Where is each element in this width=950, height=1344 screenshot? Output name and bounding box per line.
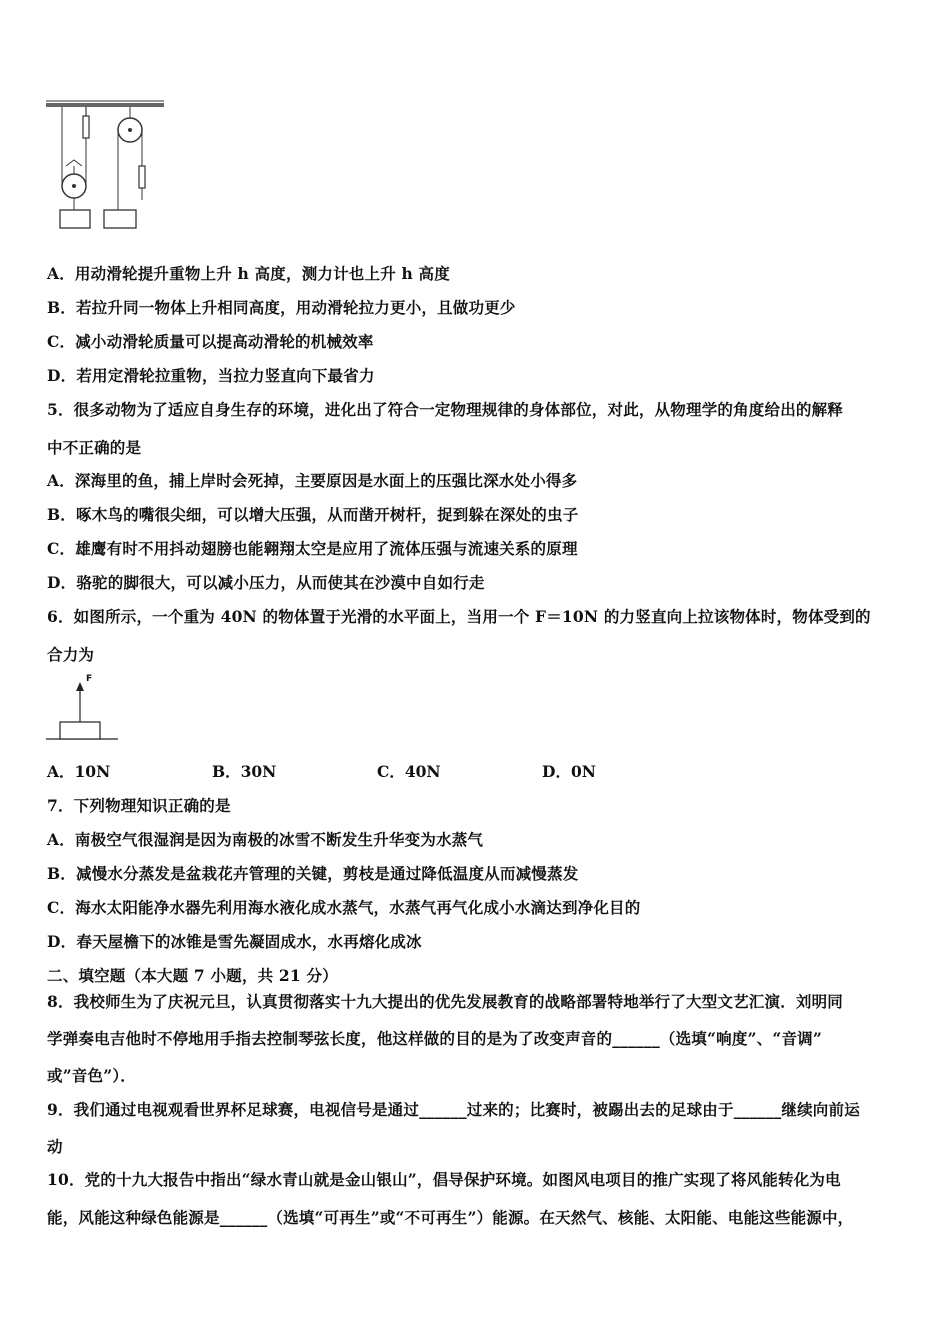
q10-line1: 10．党的十九大报告中指出“绿水青山就是金山银山”，倡导保护环境。如图风电项目的推广实现了将风能转化为电 [47, 1170, 841, 1189]
q7-option-c: C．海水太阳能净水器先利用海水液化成水蒸气，水蒸气再气化成小水滴达到净化目的 [47, 898, 641, 917]
q9-line1: 9．我们通过电视观看世界杯足球赛，电视信号是通过______过来的；比赛时，被踢出去的足球由于______继续向前运 [47, 1100, 860, 1119]
q4-option-c: C．减小动滑轮质量可以提高动滑轮的机械效率 [47, 332, 374, 351]
q5-stem-line1: 5．很多动物为了适应自身生存的环境，进化出了符合一定物理规律的身体部位，对此，从物理学的角度给出的解释 [47, 400, 843, 419]
force-figure [44, 672, 124, 744]
q5-stem-line2: 中不正确的是 [47, 438, 142, 457]
q7-option-a: A．南极空气很湿润是因为南极的冰雪不断发生升华变为水蒸气 [47, 830, 484, 849]
q7-option-b: B．减慢水分蒸发是盆栽花卉管理的关键，剪枝是通过降低温度从而减慢蒸发 [47, 864, 579, 883]
q6-option-a: A．10N [47, 762, 111, 781]
q4-option-d: D．若用定滑轮拉重物，当拉力竖直向下最省力 [47, 366, 375, 385]
section-2-title: 二、填空题（本大题 7 小题，共 21 分） [47, 966, 338, 985]
q8-line3: 或”音色”）． [47, 1066, 136, 1085]
q10-line2: 能，风能这种绿色能源是______（选填“可再生”或“不可再生”）能源。在天然气、核能、太阳能、电能这些能源中， [47, 1208, 854, 1227]
q9-line2: 动 [47, 1137, 63, 1156]
force-label: F [86, 674, 93, 684]
q4-option-b: B．若拉升同一物体上升相同高度，用动滑轮拉力更小，且做功更少 [47, 298, 516, 317]
pulley-figure [44, 98, 170, 233]
q6-option-b: B．30N [212, 762, 277, 781]
q4-option-a: A．用动滑轮提升重物上升 h 高度，测力计也上升 h 高度 [47, 264, 450, 283]
q6-stem-line1: 6．如图所示，一个重为 40N 的物体置于光滑的水平面上，当用一个 F＝10N 的力竖直向上拉该物体时，物体受到的 [47, 607, 871, 626]
q6-option-c: C．40N [377, 762, 441, 781]
q5-option-c: C．雄鹰有时不用抖动翅膀也能翱翔太空是应用了流体压强与流速关系的原理 [47, 539, 578, 558]
q6-stem-line2: 合力为 [47, 645, 95, 664]
q7-stem: 7．下列物理知识正确的是 [47, 796, 231, 815]
q8-line2: 学弹奏电吉他时不停地用手指去控制琴弦长度，他这样做的目的是为了改变声音的______（选填“响度”、“音调” [47, 1029, 822, 1048]
q6-option-d: D．0N [542, 762, 596, 781]
q8-line1: 8．我校师生为了庆祝元旦，认真贯彻落实十九大提出的优先发展教育的战略部署特地举行了大型文艺汇演．刘明同 [47, 992, 843, 1011]
q5-option-b: B．啄木鸟的嘴很尖细，可以增大压强，从而凿开树杆，捉到躲在深处的虫子 [47, 505, 579, 524]
q7-option-d: D．春天屋檐下的冰锥是雪先凝固成水，水再熔化成冰 [47, 932, 422, 951]
q5-option-a: A．深海里的鱼，捕上岸时会死掉，主要原因是水面上的压强比深水处小得多 [47, 471, 578, 490]
q5-option-d: D．骆驼的脚很大，可以减小压力，从而使其在沙漠中自如行走 [47, 573, 485, 592]
